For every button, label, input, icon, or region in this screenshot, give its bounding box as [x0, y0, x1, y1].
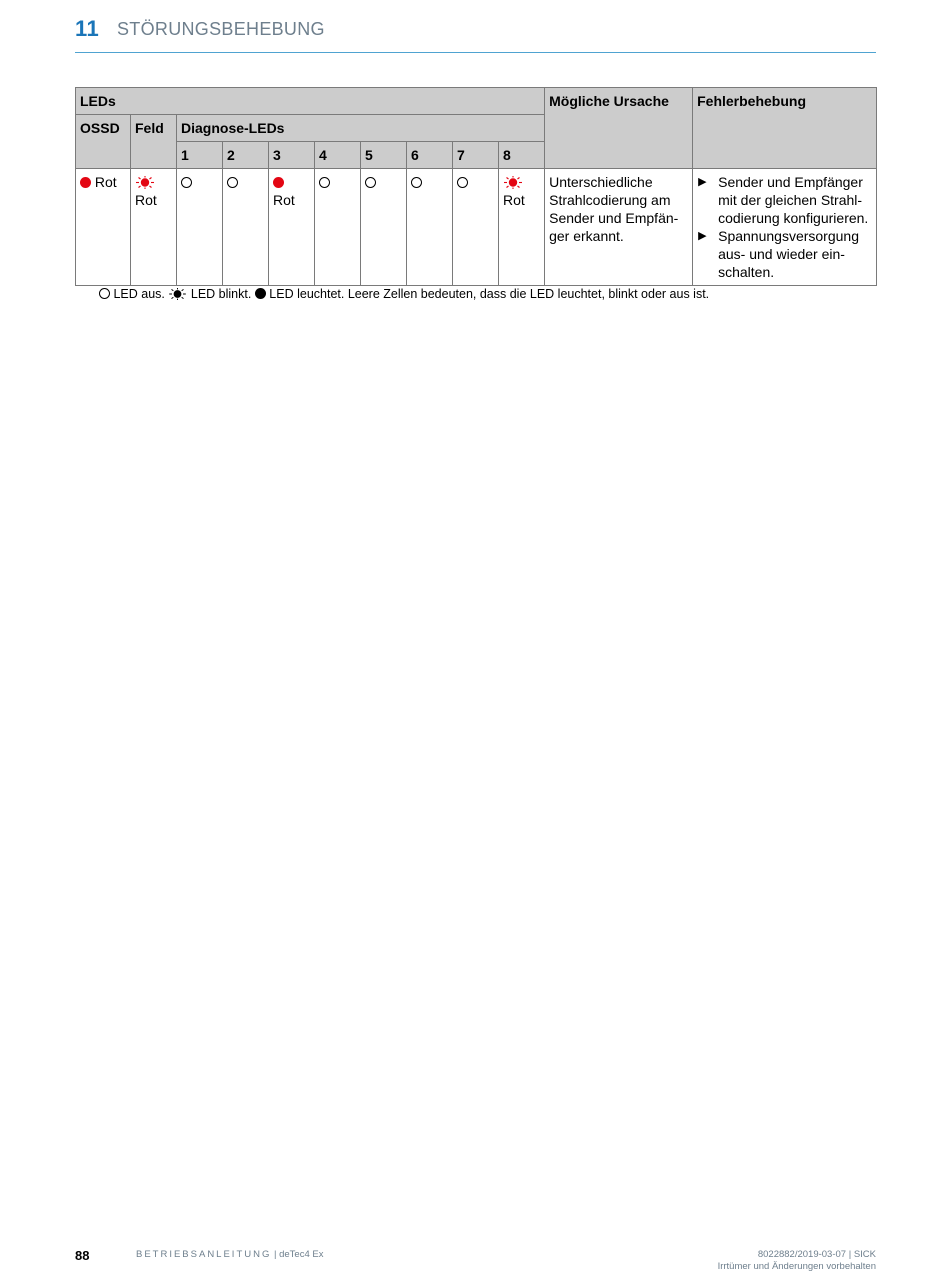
- cell-diag-1: [177, 169, 223, 286]
- header-leds: LEDs: [76, 88, 545, 115]
- arrow-right-icon: ▶: [698, 176, 707, 188]
- led-off-icon: [411, 177, 422, 188]
- fix-step-text: Spannungsversorgung aus- und wieder einschalten.: [718, 228, 859, 280]
- header-ossd: OSSD: [76, 115, 131, 169]
- led-off-icon: [99, 288, 110, 299]
- chapter-header: [75, 14, 876, 53]
- led-on-red-icon: [80, 177, 91, 188]
- list-item: [697, 173, 872, 227]
- footer-doc-info: [136, 1249, 323, 1260]
- led-off-icon: [227, 177, 238, 188]
- cell-feld: [131, 169, 177, 286]
- diag-number: 6: [407, 142, 453, 169]
- header-row-1: [76, 88, 877, 115]
- diag-number: 5: [361, 142, 407, 169]
- led-blink-red-icon: [135, 176, 155, 189]
- cell-fix: [693, 169, 877, 286]
- chapter-title: STÖRUNGSBEHEBUNG: [117, 19, 325, 39]
- header-fix: Fehlerbehebung: [693, 88, 877, 169]
- diag-number: 7: [453, 142, 499, 169]
- footer-disclaimer: Irrtümer und Änderungen vorbehalten: [717, 1261, 876, 1272]
- cell-diag-7: [453, 169, 499, 286]
- fix-step-text: Sender und Empfänger mit der gleichen Strahlcodierung konfigurieren.: [718, 174, 869, 226]
- led-blink-red-icon: [503, 176, 523, 189]
- led-diagnosis-table: [75, 87, 877, 286]
- cell-diag-3: [269, 169, 315, 286]
- led-off-icon: [319, 177, 330, 188]
- led-blink-icon: [168, 288, 187, 300]
- led-off-icon: [181, 177, 192, 188]
- cell-ossd: [76, 169, 131, 286]
- footer-doc-id: 8022882/2019-03-07: [757, 1249, 847, 1260]
- diag3-color-label: Rot: [273, 192, 295, 208]
- footer-product: deTec4 Ex: [279, 1249, 324, 1260]
- page-number: 88: [75, 1248, 90, 1263]
- diag-number: 8: [499, 142, 545, 169]
- header-cause: Mögliche Ursache: [545, 88, 693, 169]
- footer-separator: |: [848, 1249, 854, 1260]
- feld-color-label: Rot: [135, 192, 157, 208]
- arrow-right-icon: ▶: [698, 230, 707, 242]
- footer-right: [718, 1249, 876, 1273]
- diag8-color-label: Rot: [503, 192, 525, 208]
- legend-on: LED leuchtet. Leere Zellen bedeuten, dass die LED leuchtet, blinkt oder aus ist.: [269, 287, 710, 301]
- led-off-icon: [457, 177, 468, 188]
- footer-id-line: [718, 1249, 876, 1261]
- footer-doc-type: BETRIEBSANLEITUNG: [136, 1249, 272, 1260]
- chapter-number: 11: [75, 16, 100, 41]
- cell-diag-8: [499, 169, 545, 286]
- cell-cause: Unterschiedliche Strahlcodierung am Sender und Empfänger erkannt.: [545, 169, 693, 286]
- cell-diag-6: [407, 169, 453, 286]
- diag-number: 1: [177, 142, 223, 169]
- footer-separator: |: [274, 1249, 280, 1260]
- fix-steps: [697, 173, 872, 281]
- led-on-icon: [255, 288, 266, 299]
- cell-diag-4: [315, 169, 361, 286]
- header-feld: Feld: [131, 115, 177, 169]
- led-legend: [99, 287, 709, 301]
- ossd-color-label: Rot: [94, 174, 117, 190]
- cell-diag-5: [361, 169, 407, 286]
- footer-brand: SICK: [853, 1249, 876, 1260]
- cell-diag-2: [223, 169, 269, 286]
- diag-number: 3: [269, 142, 315, 169]
- legend-blink: LED blinkt.: [190, 287, 252, 301]
- led-on-red-icon: [273, 177, 284, 188]
- diag-number: 2: [223, 142, 269, 169]
- header-diagnose: Diagnose-LEDs: [177, 115, 545, 142]
- led-off-icon: [365, 177, 376, 188]
- table-row: [76, 169, 877, 286]
- diag-number: 4: [315, 142, 361, 169]
- legend-off: LED aus.: [113, 287, 165, 301]
- list-item: [697, 227, 872, 281]
